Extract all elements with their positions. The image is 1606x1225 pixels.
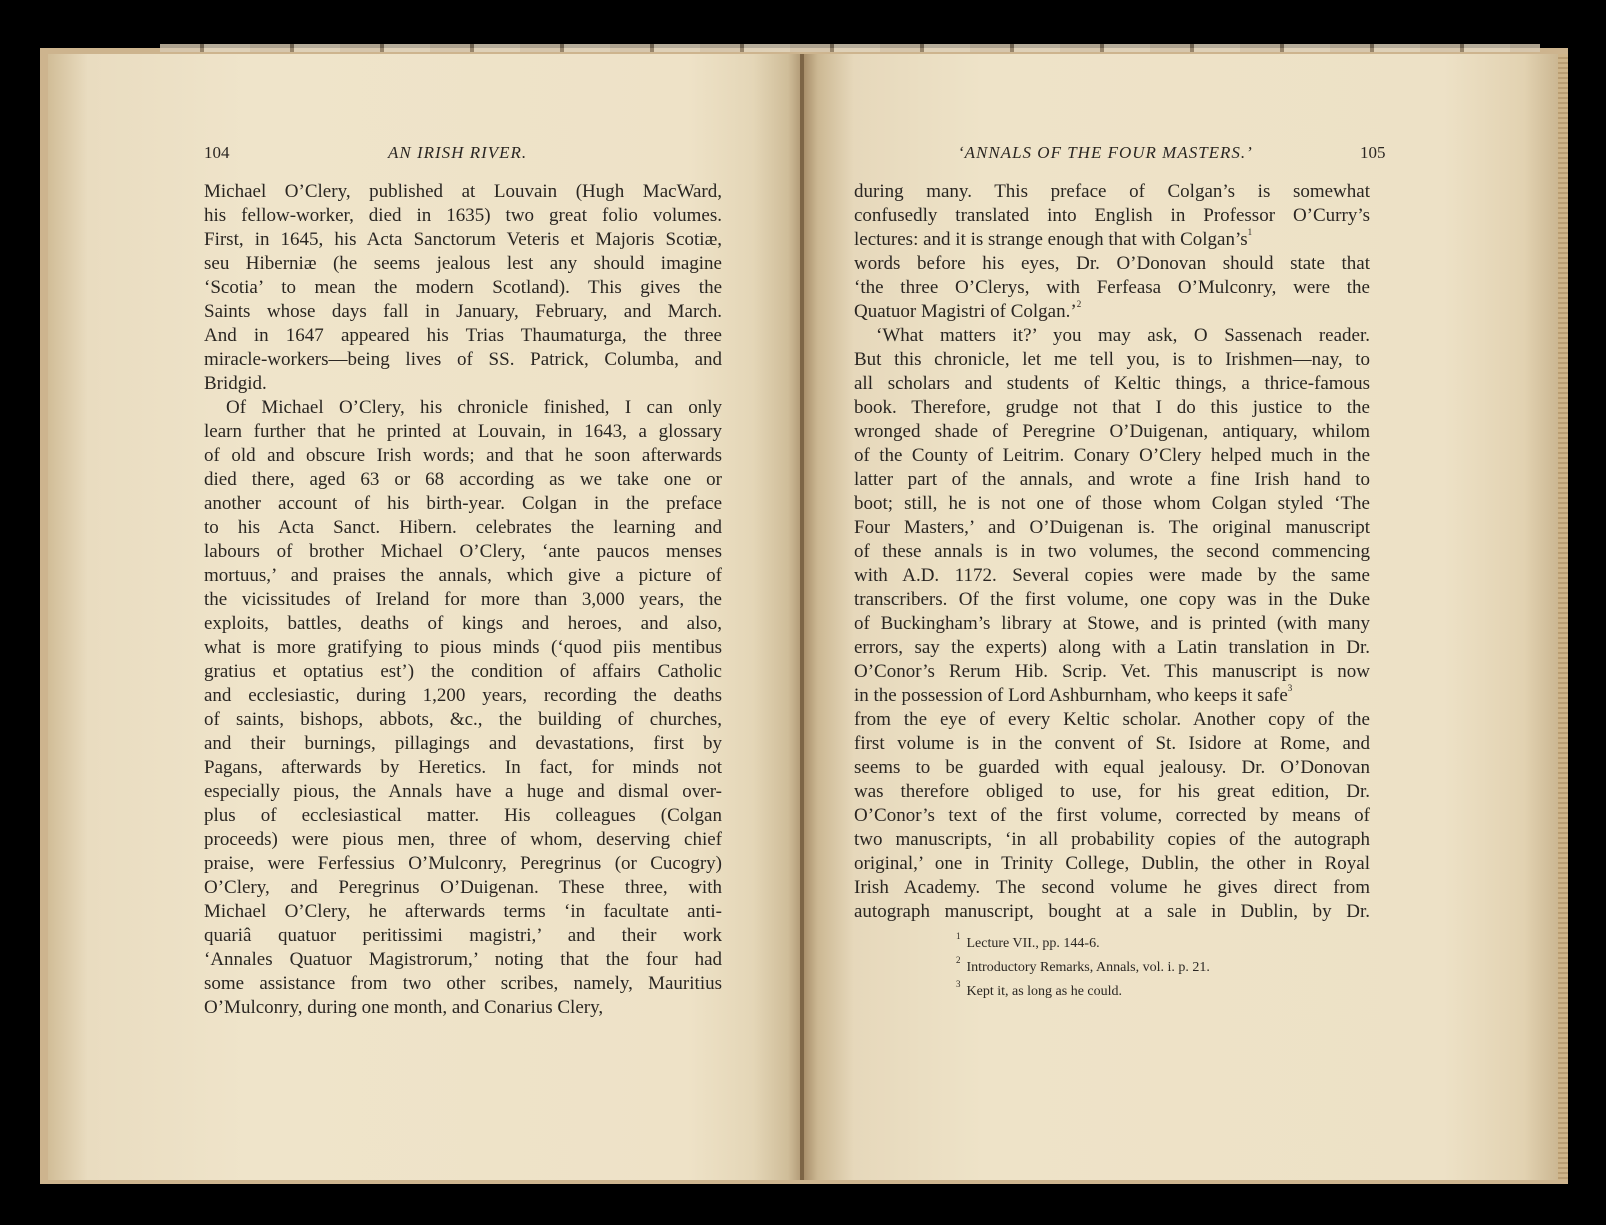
right-page-line-text: Four Masters,’ and O’Duigenan is. The original manuscript (854, 517, 1370, 538)
footnote-reference: 3 (1287, 683, 1293, 693)
right-page-line-text: seems to be guarded with equal jealousy. Dr. O’Donovan (854, 757, 1370, 778)
left-page-line-text: his fellow-worker, died in 1635) two great folio volumes. (204, 205, 722, 226)
right-page-line (854, 564, 1370, 588)
left-page-number: 104 (204, 143, 230, 162)
left-page-line (204, 588, 722, 612)
right-page-line-text: But this chronicle, let me tell you, is to Irishmen—nay, to (854, 349, 1370, 370)
left-page-line (204, 948, 722, 972)
left-page-line (204, 324, 722, 348)
right-page-line-text: ‘What matters it?’ you may ask, O Sassenach reader. (876, 325, 1370, 346)
left-page-line (204, 564, 722, 588)
left-page-line (204, 972, 722, 996)
left-page-line-text: mortuus,’ and praises the annals, which give a picture of (204, 565, 722, 586)
right-page-line-text: first volume is in the convent of St. Isidore at Rome, and (854, 733, 1370, 754)
left-page-line (204, 228, 722, 252)
left-page-header (204, 143, 702, 163)
right-page-line (854, 900, 1370, 924)
right-page-line-text: during many. This preface of Colgan’s is somewhat (854, 181, 1370, 202)
right-page-line-text: confusedly translated into English in Professor O’Curry’s (854, 205, 1370, 226)
left-page-line-text: seu Hiberniæ (he seems jealous lest any should imagine (204, 253, 722, 274)
footnote-text: Lecture VII., pp. 144-6. (966, 936, 1100, 951)
right-page-line (854, 348, 1370, 372)
right-page-line (854, 444, 1370, 468)
left-page-line-text: Michael O’Clery, he afterwards terms ‘in facultate anti- (204, 901, 722, 922)
right-page-line (854, 612, 1370, 636)
footnote-number: 3 (956, 979, 961, 989)
right-page (804, 54, 1562, 1180)
left-page-line (204, 660, 722, 684)
right-page-line (854, 660, 1370, 684)
left-page-line (204, 900, 722, 924)
right-page-line (854, 708, 1370, 732)
footnote-text: Introductory Remarks, Annals, vol. i. p. 21. (966, 960, 1210, 975)
right-page-line (854, 204, 1370, 228)
left-page (48, 54, 800, 1180)
right-page-line (854, 780, 1370, 804)
left-page-line (204, 252, 722, 276)
left-page-line-text: especially pious, the Annals have a huge and dismal over- (204, 781, 722, 802)
right-page-line-text: latter part of the annals, and wrote a fine Irish hand to (854, 469, 1370, 490)
left-page-line-text: exploits, battles, deaths of kings and heroes, and also, (204, 613, 722, 634)
right-page-line-text: of the County of Leitrim. Conary O’Clery helped much in the (854, 445, 1370, 466)
right-page-line-text: Quatuor Magistri of Colgan.’ (854, 301, 1077, 322)
right-page-line (854, 540, 1370, 564)
left-page-line-text: the vicissitudes of Ireland for more than 3,000 years, the (204, 589, 722, 610)
right-page-line (854, 516, 1370, 540)
right-page-line (854, 492, 1370, 516)
right-page-line-text: ‘the three O’Clerys, with Ferfeasa O’Mulconry, were the (854, 277, 1370, 298)
right-page-line (854, 396, 1370, 420)
left-page-line (204, 828, 722, 852)
right-page-number: 105 (1360, 143, 1386, 162)
right-page-line (854, 852, 1370, 876)
left-page-line-text: Of Michael O’Clery, his chronicle finished, I can only (226, 397, 722, 418)
left-page-line (204, 348, 722, 372)
right-page-line-text: O’Conor’s text of the first volume, corrected by means of (854, 805, 1370, 826)
right-page-line-text: in the possession of Lord Ashburnham, who keeps it safe (854, 685, 1288, 706)
left-page-line (204, 684, 722, 708)
left-page-line-text: of saints, bishops, abbots, &c., the building of churches, (204, 709, 722, 730)
right-page-line (854, 468, 1370, 492)
left-page-line (204, 780, 722, 804)
footnote-text: Kept it, as long as he could. (966, 984, 1123, 999)
footnote-number: 1 (956, 931, 961, 941)
right-page-line (854, 252, 1370, 276)
left-page-line (204, 804, 722, 828)
right-page-line-text: O’Conor’s Rerum Hib. Scrip. Vet. This manuscript is now (854, 661, 1370, 682)
right-page-line-text: two manuscripts, ‘in all probability copies of the autograph (854, 829, 1370, 850)
right-page-line-text: errors, say the experts) along with a Latin translation in Dr. (854, 637, 1370, 658)
right-page-line (854, 756, 1370, 780)
left-page-line-text: O’Mulconry, during one month, and Conarius Clery, (204, 997, 604, 1018)
left-page-line (204, 540, 722, 564)
right-page-line-text: wronged shade of Peregrine O’Duigenan, antiquary, whilom (854, 421, 1370, 442)
left-page-line (204, 396, 722, 420)
left-page-line (204, 204, 722, 228)
right-page-line (854, 804, 1370, 828)
right-page-line-text: of Buckingham’s library at Stowe, and is printed (with many (854, 613, 1370, 634)
right-page-line-text: from the eye of every Keltic scholar. Another copy of the (854, 709, 1370, 730)
footnote-reference: 1 (1247, 227, 1253, 237)
left-page-line-text: quariâ quatuor peritissimi magistri,’ and their work (204, 925, 722, 946)
left-page-line-text: what is more gratifying to pious minds (‘quod piis mentibus (204, 637, 722, 658)
right-page-line-text: transcribers. Of the first volume, one copy was in the Duke (854, 589, 1370, 610)
left-page-line (204, 996, 722, 1020)
left-page-line-text: plus of ecclesiastical matter. His colleagues (Colgan (204, 805, 722, 826)
left-page-line-text: to his Acta Sanct. Hibern. celebrates the learning and (204, 517, 722, 538)
left-page-line-text: and ecclesiastic, during 1,200 years, recording the deaths (204, 685, 722, 706)
right-page-line (854, 300, 1370, 324)
right-page-line-text: with A.D. 1172. Several copies were made by the same (854, 565, 1370, 586)
left-page-line (204, 612, 722, 636)
right-page-line-text: all scholars and students of Keltic things, a thrice-famous (854, 373, 1370, 394)
left-running-head: AN IRISH RIVER. (388, 143, 528, 162)
left-page-line-text: learn further that he printed at Louvain, in 1643, a glossary (204, 421, 722, 442)
left-page-line (204, 300, 722, 324)
right-page-body (854, 180, 1370, 924)
left-page-line-text: gratius et optatius est’) the condition of affairs Catholic (204, 661, 722, 682)
left-page-line-text: some assistance from two other scribes, namely, Mauritius (204, 973, 722, 994)
left-page-line (204, 180, 722, 204)
left-page-line-text: Bridgid. (204, 373, 267, 394)
left-page-line-text: O’Clery, and Peregrinus O’Duigenan. These three, with (204, 877, 722, 898)
left-page-line-text: Pagans, afterwards by Heretics. In fact, for minds not (204, 757, 722, 778)
right-page-line-text: book. Therefore, grudge not that I do this justice to the (854, 397, 1370, 418)
left-page-line-text: died there, aged 63 or 68 according as we take one or (204, 469, 722, 490)
left-page-line-text: Saints whose days fall in January, February, and March. (204, 301, 722, 322)
right-page-line (854, 420, 1370, 444)
left-page-line-text: miracle-workers—being lives of SS. Patrick, Columba, and (204, 349, 722, 370)
right-page-line-text: original,’ one in Trinity College, Dublin, the other in Royal (854, 853, 1370, 874)
right-page-line (854, 180, 1370, 204)
right-page-line-text: was therefore obliged to use, for his great edition, Dr. (854, 781, 1370, 802)
left-page-line (204, 492, 722, 516)
left-page-line (204, 732, 722, 756)
right-running-head: ‘ANNALS OF THE FOUR MASTERS.’ (958, 143, 1253, 162)
left-page-line-text: labours of brother Michael O’Clery, ‘ante paucos menses (204, 541, 722, 562)
footnote (956, 932, 1356, 956)
footnote (956, 980, 1356, 1004)
right-page-line (854, 828, 1370, 852)
left-page-line (204, 876, 722, 900)
left-page-line (204, 420, 722, 444)
right-page-line-text: boot; still, he is not one of those whom Colgan styled ‘The (854, 493, 1370, 514)
left-page-line-text: of old and obscure Irish words; and that he soon afterwards (204, 445, 722, 466)
right-page-line (854, 732, 1370, 756)
left-page-line (204, 444, 722, 468)
right-page-line-text: lectures: and it is strange enough that with Colgan’s (854, 229, 1248, 250)
left-page-line (204, 516, 722, 540)
left-page-line (204, 468, 722, 492)
right-page-line (854, 228, 1370, 252)
open-book (40, 48, 1568, 1184)
footnote (956, 956, 1356, 980)
left-page-line (204, 756, 722, 780)
right-page-line (854, 636, 1370, 660)
left-page-line (204, 852, 722, 876)
left-page-line-text: praise, were Ferfessius O’Mulconry, Peregrinus (or Cucogry) (204, 853, 722, 874)
left-page-line (204, 924, 722, 948)
left-page-line-text: ‘Annales Quatuor Magistrorum,’ noting that the four had (204, 949, 722, 970)
right-page-line (854, 324, 1370, 348)
left-page-line-text: ‘Scotia’ to mean the modern Scotland). This gives the (204, 277, 722, 298)
right-page-line-text: autograph manuscript, bought at a sale in Dublin, by Dr. (854, 901, 1370, 922)
left-page-line (204, 636, 722, 660)
right-page-line-text: of these annals is in two volumes, the second commencing (854, 541, 1370, 562)
right-page-line (854, 876, 1370, 900)
left-page-line (204, 372, 722, 396)
right-page-line-text: words before his eyes, Dr. O’Donovan should state that (854, 253, 1370, 274)
right-page-line-text: Irish Academy. The second volume he gives direct from (854, 877, 1370, 898)
right-page-line (854, 588, 1370, 612)
right-page-line (854, 684, 1370, 708)
footnotes (956, 932, 1356, 1004)
footnote-reference: 2 (1076, 299, 1082, 309)
footnote-number: 2 (956, 955, 961, 965)
left-page-line-text: proceeds) were pious men, three of whom, deserving chief (204, 829, 722, 850)
left-page-line-text: Michael O’Clery, published at Louvain (Hugh MacWard, (204, 181, 722, 202)
page-fore-edges (1558, 54, 1568, 1180)
left-page-line-text: And in 1647 appeared his Trias Thaumaturga, the three (204, 325, 722, 346)
left-page-line (204, 708, 722, 732)
left-page-line-text: and their burnings, pillagings and devastations, first by (204, 733, 722, 754)
right-page-line (854, 276, 1370, 300)
left-page-line (204, 276, 722, 300)
left-page-line-text: First, in 1645, his Acta Sanctorum Veteris et Majoris Scotiæ, (204, 229, 722, 250)
left-page-line-text: another account of his birth-year. Colgan in the preface (204, 493, 722, 514)
left-page-body (204, 180, 722, 1020)
page-top-edges (160, 44, 1540, 52)
right-page-line (854, 372, 1370, 396)
